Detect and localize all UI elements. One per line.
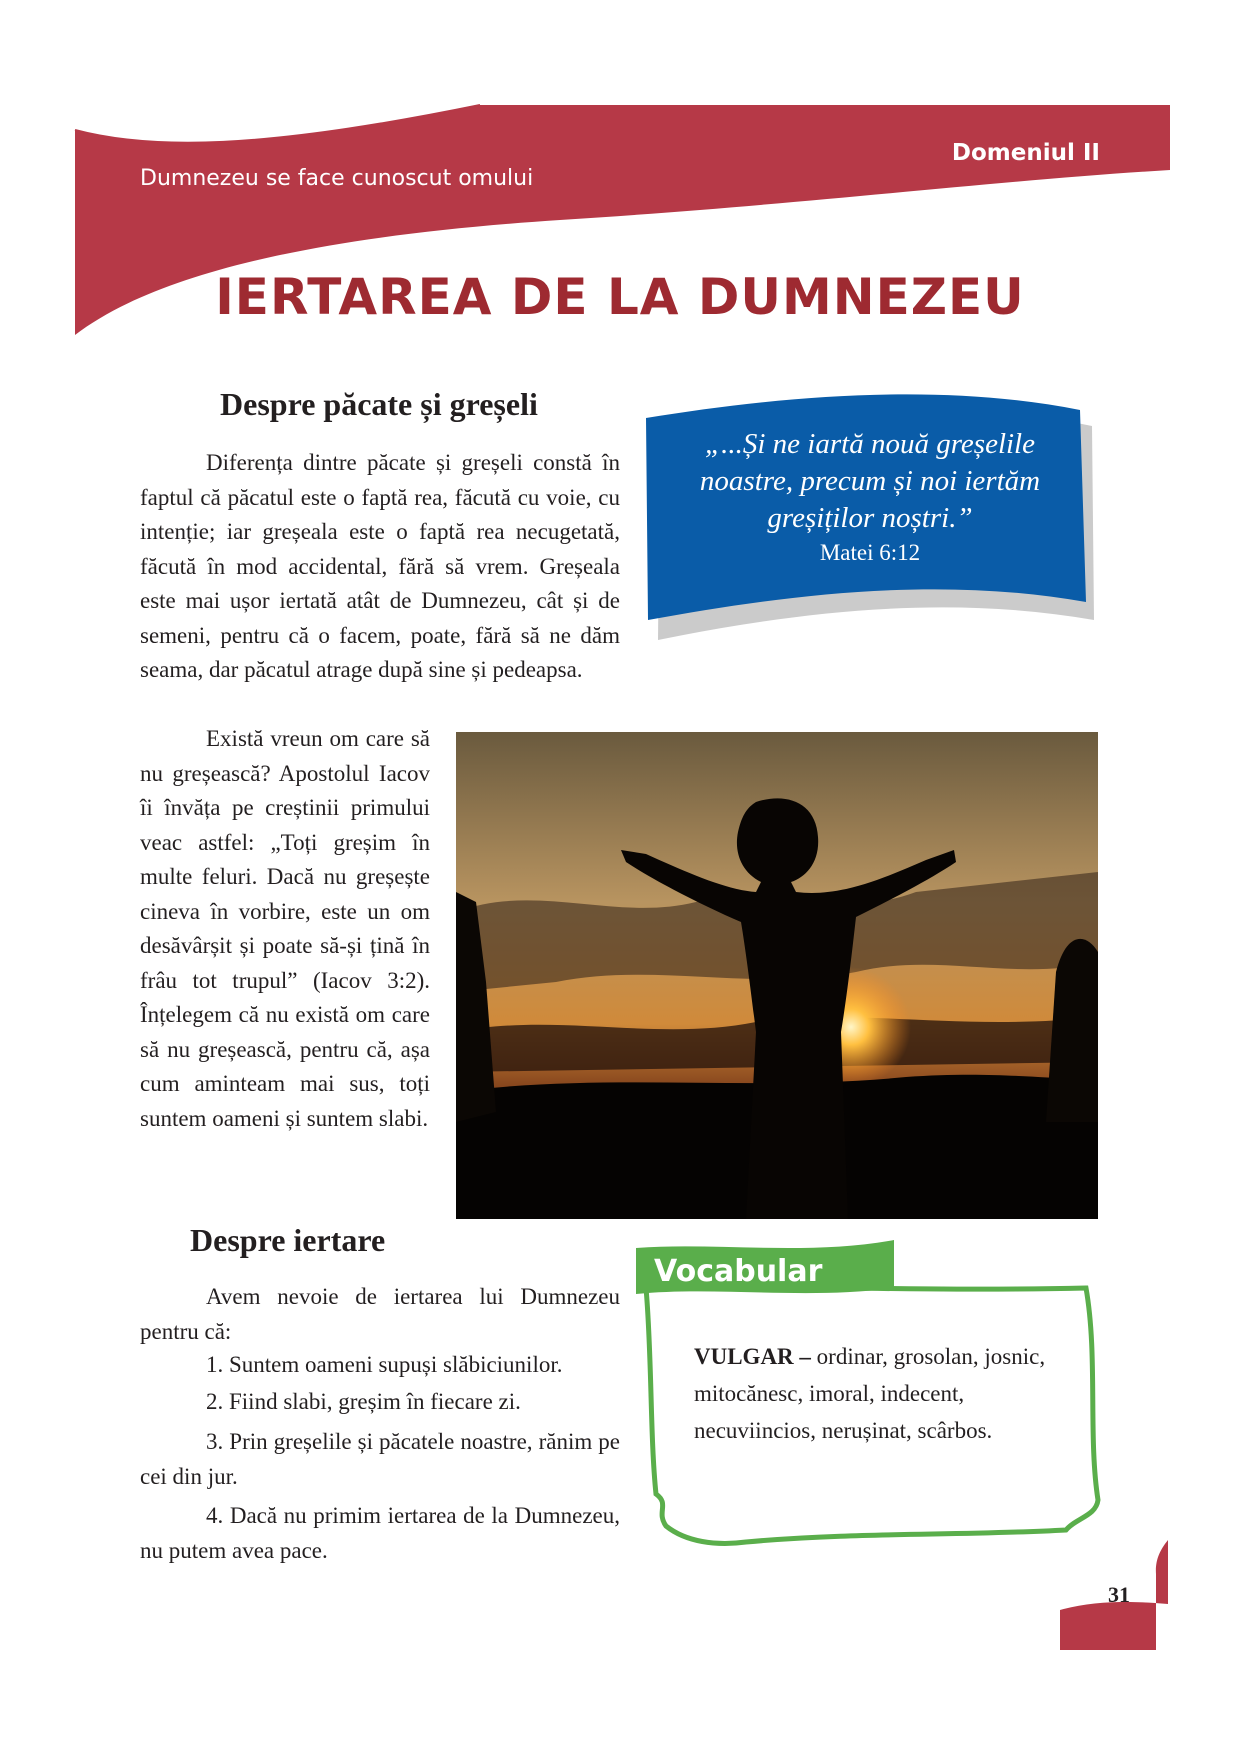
- quote-text: „...Și ne iartă nouă greșelile noastre, precum și noi iertăm greșiților noștri.”: [699, 428, 1041, 534]
- list-item: 2. Fiind slabi, greșim în fiecare zi.: [206, 1389, 521, 1414]
- section-heading-forgiveness: Despre iertare: [190, 1222, 386, 1258]
- list-item: 3. Prin greșelile și păcatele noastre, rănim pe cei din jur.: [140, 1429, 620, 1489]
- vocabulary-definition: ordinar, grosolan, josnic, mitocănesc, imoral, indecent, necuviincios, nerușinat, scârbos.: [694, 1344, 1046, 1443]
- page-number: 31: [1108, 1582, 1130, 1607]
- vocabulary-entry: [694, 1338, 1064, 1449]
- list-item: 1. Suntem oameni supuși slăbiciunilor.: [206, 1352, 563, 1377]
- silhouette-sunset-image: [456, 732, 1098, 1219]
- section-heading-sins: Despre păcate și greșeli: [220, 386, 538, 422]
- header-domain: Domeniul II: [951, 140, 1100, 166]
- list-item: 4. Dacă nu primim iertarea de la Dumnezeu, nu putem avea pace.: [140, 1503, 620, 1563]
- quote-reference: Matei 6:12: [819, 540, 921, 565]
- page-title: IERTAREA DE LA DUMNEZEU: [215, 268, 1025, 326]
- paragraph-intro: Avem nevoie de iertarea lui Dumnezeu pentru că:: [140, 1284, 620, 1344]
- vocabulary-term: VULGAR –: [694, 1344, 811, 1369]
- header-subtitle: Dumnezeu se face cunoscut omului: [140, 166, 534, 191]
- paragraph-difference: Diferența dintre păcate și greșeli constă în faptul că păcatul este o faptă rea, făcută cu voie, cu intenție; iar greșeala este o faptă rea necugetată, făcută în mod accidental, fără să vrem. Greșeala este mai ușor iertată atât de Dumnezeu, cât și de semeni, pentru că o facem, poate, fără să ne dăm seama, dar păcatul atrage după sine și pedeapsa.: [140, 450, 620, 682]
- paragraph-everyone-errs: Există vreun om care să nu greșească? Apostolul Iacov îi învăța pe creștinii primului veac astfel: „Toți greșim în multe feluri. Dacă nu greșește cineva în vorbire, este un om desăvârșit și poate să-și țină în frâu tot trupul” (Iacov 3:2). Înțelegem că nu există om care să nu greșească, pentru că, așa cum aminteam mai sus, toți suntem oameni și suntem slabi.: [140, 726, 430, 1131]
- vocabulary-title: Vocabular: [654, 1254, 823, 1289]
